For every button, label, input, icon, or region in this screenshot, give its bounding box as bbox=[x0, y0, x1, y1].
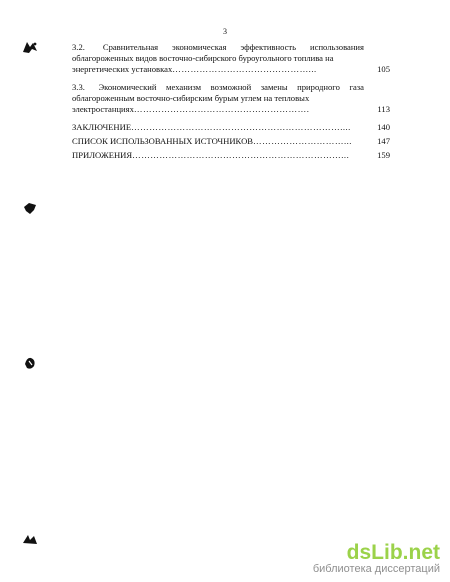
toc-entry-number: 3.2. bbox=[72, 42, 85, 52]
toc-entry-3-2[interactable] bbox=[72, 42, 390, 75]
toc-page-number: 105 bbox=[377, 64, 390, 74]
toc-entry-title: ПРИЛОЖЕНИЯ bbox=[72, 150, 133, 160]
watermark-logo: dsLib.net bbox=[346, 541, 440, 564]
toc-page-number: 140 bbox=[377, 122, 390, 132]
toc-entry-body bbox=[72, 136, 364, 147]
page-number: 3 bbox=[223, 27, 227, 36]
toc-entry-last-line bbox=[72, 104, 364, 115]
scan-artifact-icon bbox=[22, 40, 38, 54]
scan-artifact-icon bbox=[22, 356, 38, 370]
toc-entry-text: Сравнительная экономическая эффективность использования облагороженных видов восточно-сибирского буроугольного топлива на bbox=[72, 42, 364, 63]
toc-entry-appendices[interactable] bbox=[72, 150, 390, 161]
toc-entry-text-end: энергетических установках bbox=[72, 64, 173, 74]
dot-leader: …………………………………………………. bbox=[133, 104, 310, 114]
table-of-contents bbox=[72, 42, 390, 164]
toc-entry-body bbox=[72, 122, 364, 133]
toc-entry-body bbox=[72, 42, 364, 75]
toc-entry-text-end: электростанциях bbox=[72, 104, 134, 114]
scan-artifact-icon bbox=[22, 201, 38, 215]
toc-entry-references[interactable] bbox=[72, 136, 390, 147]
toc-entry-conclusion[interactable] bbox=[72, 122, 390, 133]
toc-entry-last-line bbox=[72, 64, 364, 75]
dot-leader: ……………………………………………………………... bbox=[132, 150, 350, 160]
toc-entry-body bbox=[72, 150, 364, 161]
toc-page-number: 147 bbox=[377, 136, 390, 146]
toc-page-number: 113 bbox=[377, 104, 390, 114]
dot-leader: ………………………………………... bbox=[172, 64, 317, 74]
watermark bbox=[313, 542, 440, 576]
dot-leader: …………………………………………………………….... bbox=[131, 122, 351, 132]
toc-entry-text: Экономический механизм возможной замены природного газа облагороженным восточно-сибирским бурым углем на тепловых bbox=[72, 82, 364, 103]
toc-page-number: 159 bbox=[377, 150, 390, 160]
toc-entry-body bbox=[72, 82, 364, 115]
toc-entry-number: 3.3. bbox=[72, 82, 85, 92]
dot-leader: …………………………... bbox=[253, 136, 352, 146]
toc-entry-title: СПИСОК ИСПОЛЬЗОВАННЫХ ИСТОЧНИКОВ bbox=[72, 136, 254, 146]
toc-entry-title: ЗАКЛЮЧЕНИЕ bbox=[72, 122, 132, 132]
watermark-tagline: библиотека диссертаций bbox=[312, 563, 440, 575]
scan-artifact-icon bbox=[22, 532, 38, 546]
toc-entry-3-3[interactable] bbox=[72, 82, 390, 115]
